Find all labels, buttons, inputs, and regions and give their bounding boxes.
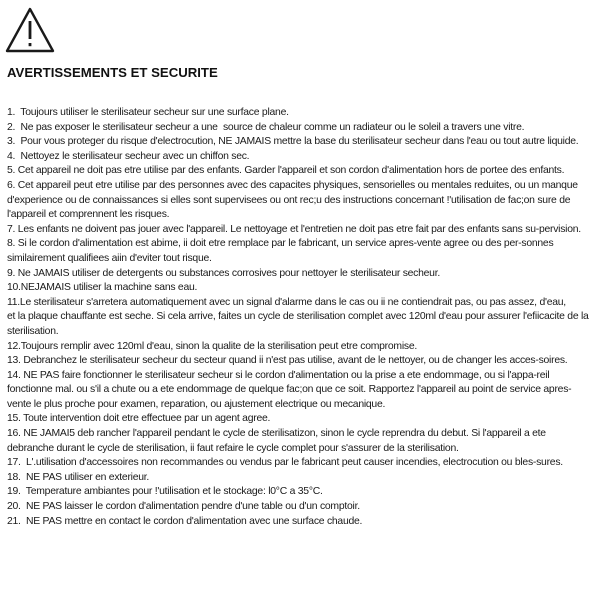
rule-17: 17. L'.utilisation d'accessoires non recommandes ou vendus par le fabricant peut causer incendies, electrocution ou bles-sures.	[7, 457, 563, 469]
rule-12: 12.Toujours remplir avec 120ml d'eau, sinon la qualite de la sterilisation peut etre compromise.	[7, 340, 417, 352]
rule-15: 15. Toute intervention doit etre effectuee par un agent agree.	[7, 413, 271, 425]
rule-5: 5. Cet appareil ne doit pas etre utilise par des enfants. Garder l'appareil et son cordon d'alimentation hors de portee des enfants.	[7, 165, 565, 177]
rule-1: 1. Toujours utiliser le sterilisateur secheur sur une surface plane.	[7, 107, 289, 118]
rule-16: 16. NE JAMAI5 deb rancher l'appareil pendant le cycle de sterilisatizon, sinon le cycle reprendra du debut. Si l'appareil a ete debranche durant le cycle de sterilisation, ii faut refaire le cycle complet pour s'assurer de la sterilisation.	[7, 428, 549, 454]
warning-triangle-icon	[4, 6, 56, 54]
rule-14: 14. NE PAS faire fonctionner le sterilisateur secheur si le cordon d'alimentation ou la prise a ete endommage, ou si l'appa-reil fonctionne mal. ou s'il a chute ou a ete endommage de quelque fac;on que ce soit. Rapportez l'appareil au point de service apres-vente le plus proche pour examen, reparation, ou ajustement electrique ou mecanique.	[7, 369, 572, 410]
rule-13: 13. Debranchez le sterilisateur secheur du secteur quand ii n'est pas utilise, avant de le nettoyer, ou de changer les acces-soires.	[7, 355, 568, 367]
rule-20: 20. NE PAS laisser le cordon d'alimentation pendre d'une table ou d'un comptoir.	[7, 501, 360, 513]
rule-19: 19. Temperature ambiantes pour !'utilisation et le stockage: l0°C a 35°C.	[7, 486, 323, 498]
page-title: AVERTISSEMENTS ET SECURITE	[7, 65, 218, 80]
rule-10: 10.NEJAMAIS utiliser la machine sans eau.	[7, 282, 198, 294]
rule-9: 9. Ne JAMAIS utiliser de detergents ou substances corrosives pour nettoyer le sterilisateur secheur.	[7, 267, 440, 279]
rule-21: 21. NE PAS mettre en contact le cordon d'alimentation avec une surface chaude.	[7, 515, 363, 527]
rule-18: 18. NE PAS utiliser en exterieur.	[7, 471, 150, 483]
rule-7: 7. Les enfants ne doivent pas jouer avec l'appareil. Le nettoyage et l'entretien ne doit pas etre fait par des enfants sans su-pervision.	[7, 223, 581, 235]
safety-rules-list	[7, 106, 595, 529]
rule-4: 4. Nettoyez le sterilisateur secheur avec un chiffon sec.	[7, 150, 250, 162]
rule-11: 11.Le sterilisateur s'arretera automatiquement avec un signal d'alarme dans le cas ou ii ne contiendrait pas, ou pas assez, d'eau, et la plaque chauffante est seche. Si cela arrive, faites un cycle de sterilisation complet avec 120ml d'eau pour assurer l'efiicacite de la sterilisation.	[7, 296, 589, 337]
rule-2: 2. Ne pas exposer le sterilisateur secheur a une source de chaleur comme un radiateur ou le soleil a travers une vitre.	[7, 121, 525, 133]
rule-3: 3. Pour vous proteger du risque d'electrocution, NE JAMAIS mettre la base du sterilisateur secheur dans l'eau ou tout autre liquide.	[7, 136, 579, 148]
rule-6: 6. Cet appareil peut etre utilise par des personnes avec des capacites physiques, sensorielles ou mentales reduites, ou un manque d'experience ou de connaissances si elles sont supervisees ou ont rec;u des instructions concernant !'utilisation de fac;on sure de l'appareil et comprennent les risques.	[7, 179, 581, 221]
rule-8: 8. Si le cordon d'alimentation est abime, ii doit etre remplace par le fabricant, un service apres-vente agree ou des per-sonnes similairement qualifiees aiin d'eviter tout risque.	[7, 238, 557, 264]
